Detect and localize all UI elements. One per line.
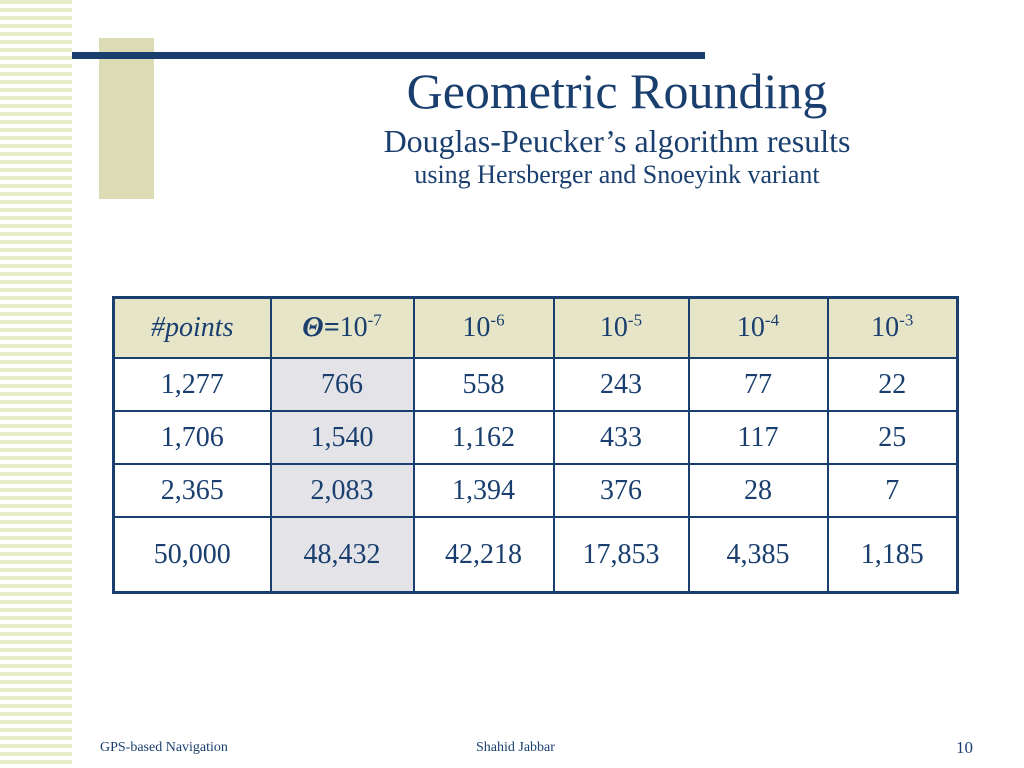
footer-left: GPS-based Navigation: [100, 740, 228, 755]
header-base: 10: [599, 312, 628, 343]
table-cell: 2,365: [114, 464, 271, 517]
table-cell: 50,000: [114, 517, 271, 593]
header-base: 10: [462, 312, 491, 343]
header-points-label: #points: [151, 312, 234, 343]
header-exponent: -5: [627, 310, 643, 330]
header-exponent: -7: [367, 310, 382, 330]
header-1e-4: [689, 298, 828, 359]
table-cell: 77: [689, 358, 828, 411]
results-table: [112, 296, 959, 594]
footer-author: Shahid Jabbar: [476, 740, 555, 755]
table-cell: 25: [828, 411, 958, 464]
table-cell: 1,277: [114, 358, 271, 411]
header-exponent: -4: [764, 310, 780, 330]
table-cell: 766: [271, 358, 414, 411]
table-row: [114, 358, 958, 411]
table-cell: 22: [828, 358, 958, 411]
table-row: [114, 411, 958, 464]
table-cell: 7: [828, 464, 958, 517]
table-cell: 4,385: [689, 517, 828, 593]
table-cell: 28: [689, 464, 828, 517]
table-cell: 2,083: [271, 464, 414, 517]
header-base: 10: [871, 312, 900, 343]
header-theta-prefix: Θ=: [302, 312, 340, 343]
slide-subtitle-2: using Hersberger and Snoeyink variant: [414, 160, 820, 189]
table-cell: 1,185: [828, 517, 958, 593]
header-theta-1e-7: [271, 298, 414, 359]
page-number: 10: [956, 738, 973, 757]
header-exponent: -6: [490, 310, 505, 330]
header-points: [114, 298, 271, 359]
table-cell: 48,432: [271, 517, 414, 593]
title-accent-block: [99, 38, 154, 199]
slide-title: Geometric Rounding: [406, 63, 828, 119]
header-1e-5: [554, 298, 689, 359]
table-row: [114, 464, 958, 517]
header-1e-6: [414, 298, 554, 359]
table-cell: 1,162: [414, 411, 554, 464]
table-header-row: [114, 298, 958, 359]
table-cell: 117: [689, 411, 828, 464]
table-cell: 376: [554, 464, 689, 517]
table-cell: 558: [414, 358, 554, 411]
table-row: [114, 517, 958, 593]
header-base: 10: [339, 312, 368, 343]
table-cell: 1,394: [414, 464, 554, 517]
decorative-stripes: [0, 0, 72, 768]
table-cell: 433: [554, 411, 689, 464]
header-base: 10: [736, 312, 765, 343]
title-bar-line: [72, 52, 705, 59]
table-cell: 1,706: [114, 411, 271, 464]
table-cell: 243: [554, 358, 689, 411]
header-exponent: -3: [899, 310, 914, 330]
title-area: [150, 60, 1024, 190]
table-cell: 1,540: [271, 411, 414, 464]
table-cell: 17,853: [554, 517, 689, 593]
slide-subtitle: Douglas-Peucker’s algorithm results: [383, 123, 851, 159]
header-1e-3: [828, 298, 958, 359]
table-cell: 42,218: [414, 517, 554, 593]
